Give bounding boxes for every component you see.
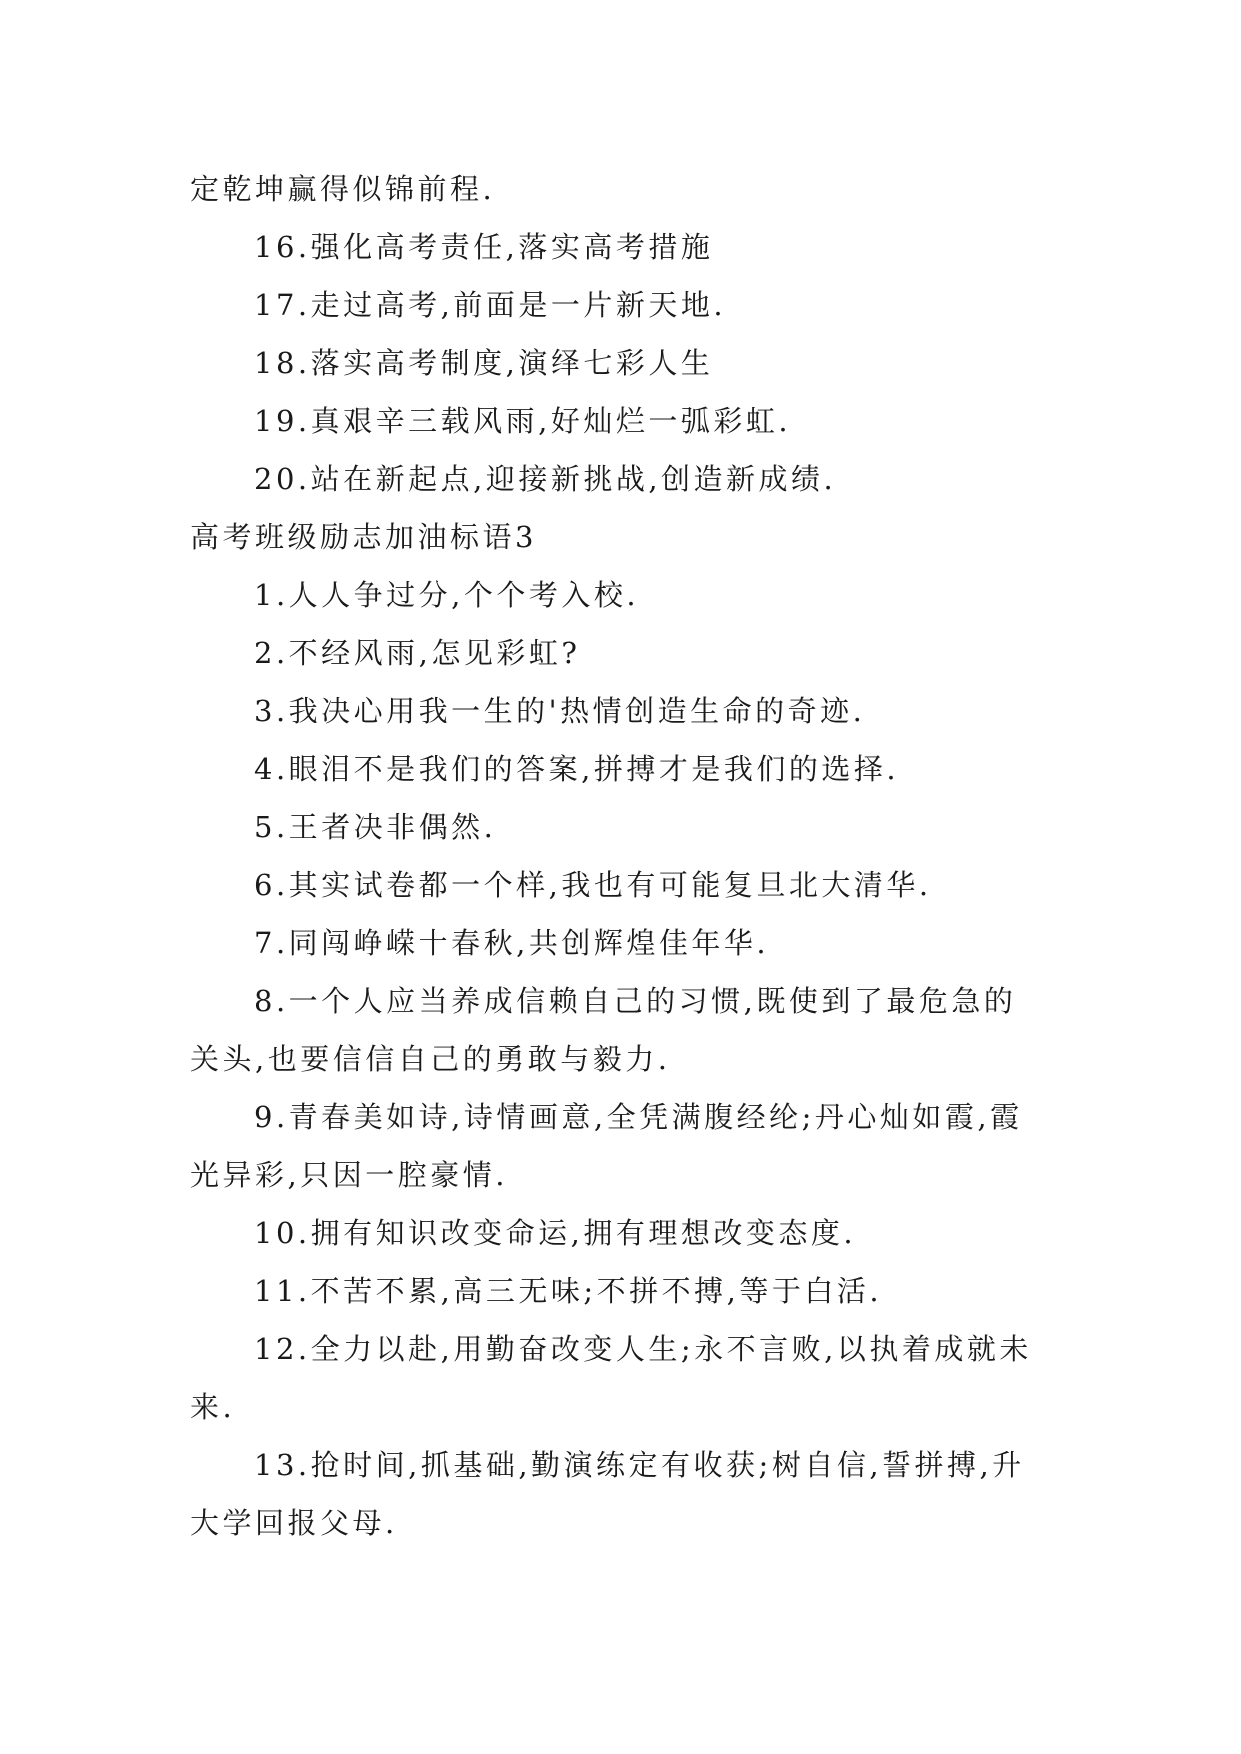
section-heading: 高考班级励志加油标语3	[190, 520, 537, 554]
list-item: 3.我决心用我一生的'热情创造生命的奇迹.	[254, 694, 866, 728]
list-item: 19.真艰辛三载风雨,好灿烂一弧彩虹.	[254, 404, 792, 438]
list-item: 2.不经风雨,怎见彩虹?	[254, 636, 581, 670]
list-item: 18.落实高考制度,演绎七彩人生	[254, 346, 714, 380]
list-item: 9.青春美如诗,诗情画意,全凭满腹经纶;丹心灿如霞,霞	[254, 1100, 1023, 1134]
document-body	[190, 160, 1050, 1552]
list-item: 13.抢时间,抓基础,勤演练定有收获;树自信,誓拼搏,升	[254, 1448, 1025, 1482]
list-item: 11.不苦不累,高三无味;不拼不搏,等于白活.	[254, 1274, 883, 1308]
list-item-continuation: 来.	[190, 1390, 236, 1424]
list-item: 4.眼泪不是我们的答案,拼搏才是我们的选择.	[254, 752, 900, 786]
list-item-continuation: 关头,也要信信自己的勇敢与毅力.	[190, 1042, 671, 1076]
list-item: 16.强化高考责任,落实高考措施	[254, 230, 714, 264]
list-item: 5.王者决非偶然.	[254, 810, 497, 844]
list-item: 7.同闯峥嵘十春秋,共创辉煌佳年华.	[254, 926, 770, 960]
list-item: 10.拥有知识改变命运,拥有理想改变态度.	[254, 1216, 857, 1250]
list-item: 1.人人争过分,个个考入校.	[254, 578, 640, 612]
list-item-continuation: 大学回报父母.	[190, 1506, 398, 1540]
list-item: 20.站在新起点,迎接新挑战,创造新成绩.	[254, 462, 837, 496]
list-item: 17.走过高考,前面是一片新天地.	[254, 288, 727, 322]
list-item-continuation: 光异彩,只因一腔豪情.	[190, 1158, 508, 1192]
list-item: 6.其实试卷都一个样,我也有可能复旦北大清华.	[254, 868, 932, 902]
text-line: 定乾坤赢得似锦前程.	[190, 172, 496, 206]
list-item: 8.一个人应当养成信赖自己的习惯,既使到了最危急的	[254, 984, 1017, 1018]
list-item: 12.全力以赴,用勤奋改变人生;永不言败,以执着成就未	[254, 1332, 1032, 1366]
